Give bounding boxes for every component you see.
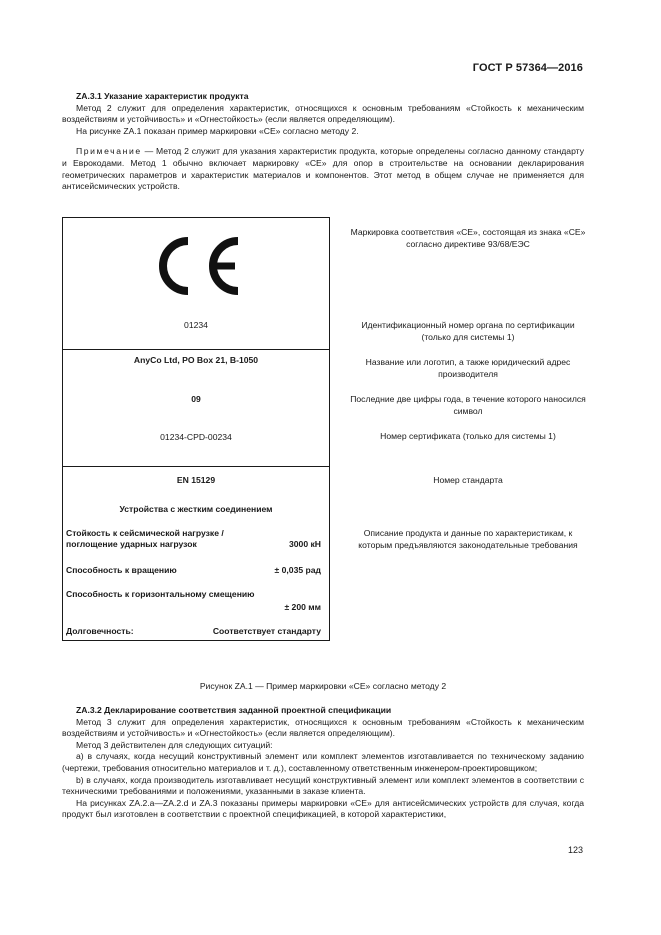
- standard-number: EN 15129: [176, 475, 216, 485]
- characteristic-label: поглощение ударных нагрузок: [66, 539, 197, 549]
- product-name: Устройства с жестким соединением: [119, 504, 273, 514]
- section-za31: [62, 91, 584, 193]
- annotation-standard: Номер стандарта: [433, 475, 503, 485]
- document-header-standard: ГОСТ Р 57364—2016: [472, 62, 583, 74]
- characteristic-row: [66, 589, 321, 612]
- paragraph: На рисунке ZA.1 показан пример маркировки «СЕ» согласно методу 2.: [76, 125, 359, 136]
- list-item: а) в случаях, когда несущий конструктивный элемент или комплект элементов изготавливается по техническому заданию (чертежи, требования относительно материалов и т. д.), составленному ответственным инженером-проектировщиком;: [62, 751, 584, 773]
- characteristic-label: Способность к горизонтальному смещению: [66, 589, 255, 599]
- characteristic-label: Способность к вращению: [66, 565, 177, 575]
- divider: [63, 349, 329, 350]
- characteristic-value: 3000 кН: [288, 539, 321, 549]
- paragraph: Метод 2 служит для определения характеристик, относящихся к основным требованиям «Стойкость к механическим воздействиям и устойчивость» и «Огнестойкость» (если является определяющим).: [62, 102, 584, 125]
- list-item: b) в случаях, когда производитель изготавливает несущий конструктивный элемент или комплект элементов в соответствии с техническими требованиями и положениями, указанными в заказе клиента.: [62, 774, 584, 797]
- paragraph: Метод 3 служит для определения характеристик, относящихся к основным требованиям «Стойкость к механическим воздействиям и устойчивость» и «Огнестойкость» (если является определяющим).: [62, 716, 584, 739]
- certificate-number: 01234-CPD-00234: [160, 432, 232, 442]
- year-digits: 09: [191, 394, 201, 404]
- characteristic-value: Соответствует стандарту: [212, 626, 321, 636]
- paragraph: Метод 3 действителен для следующих ситуаций:: [76, 739, 273, 750]
- annotation-year: Последние две цифры года, в течение которого наносился символ: [350, 394, 586, 416]
- characteristic-label: Долговечность:: [66, 626, 134, 636]
- manufacturer-address: AnyCo Ltd, PO Box 21, B-1050: [133, 355, 259, 365]
- ce-mark-logo: [147, 235, 243, 297]
- annotation-ce-mark: Маркировка соответствия «СЕ», состоящая из знака «СЕ» согласно директиве 93/68/ЕЭС: [350, 227, 586, 249]
- characteristic-row: [66, 528, 321, 550]
- annotation-manufacturer: Название или логотип, а также юридический адрес производителя: [365, 357, 571, 379]
- characteristic-row: [66, 565, 321, 576]
- paragraph: На рисунках ZA.2.a—ZA.2.d и ZA.3 показаны примеры маркировки «СЕ» для антисейсмических устройств для случая, когда продукт был изготовлен в соответствии с проектной спецификацией, в которой характеристики,: [62, 797, 584, 820]
- section-za32: [62, 705, 584, 821]
- ce-marking-box: [62, 217, 330, 641]
- divider: [63, 466, 329, 467]
- characteristic-row: [66, 626, 321, 637]
- note-text: — Метод 2 служит для указания характеристик продукта, которые определены согласно данному стандарту и Еврокодами. Метод 1 обычно включает маркировку «СЕ» для опор в строительстве на основании декларирования геометрических параметров и характеристик материалов и компонентов. Этот метод в общем случае не применяется для антисейсмических устройств.: [62, 146, 584, 192]
- section-heading: ZA.3.2 Декларирование соответствия заданной проектной спецификации: [76, 705, 392, 715]
- page-number: 123: [567, 845, 583, 855]
- characteristic-label: Стойкость к сейсмической нагрузке /: [66, 528, 224, 538]
- section-heading: ZA.3.1 Указание характеристик продукта: [76, 91, 249, 101]
- characteristic-value: ± 0,035 рад: [274, 565, 321, 575]
- notified-body-number: 01234: [184, 320, 208, 330]
- note-label: Примечание: [76, 146, 142, 157]
- annotation-notified-body: Идентификационный номер органа по сертификации (только для системы 1): [361, 320, 575, 342]
- figure-caption: Рисунок ZA.1 — Пример маркировки «СЕ» согласно методу 2: [199, 681, 447, 691]
- characteristic-value: ± 200 мм: [284, 602, 321, 612]
- note-paragraph: [62, 146, 584, 192]
- annotation-product-description: Описание продукта и данные по характеристикам, к которым предъявляются законодательные требования: [358, 528, 578, 550]
- annotation-certificate: Номер сертификата (только для системы 1): [380, 431, 556, 441]
